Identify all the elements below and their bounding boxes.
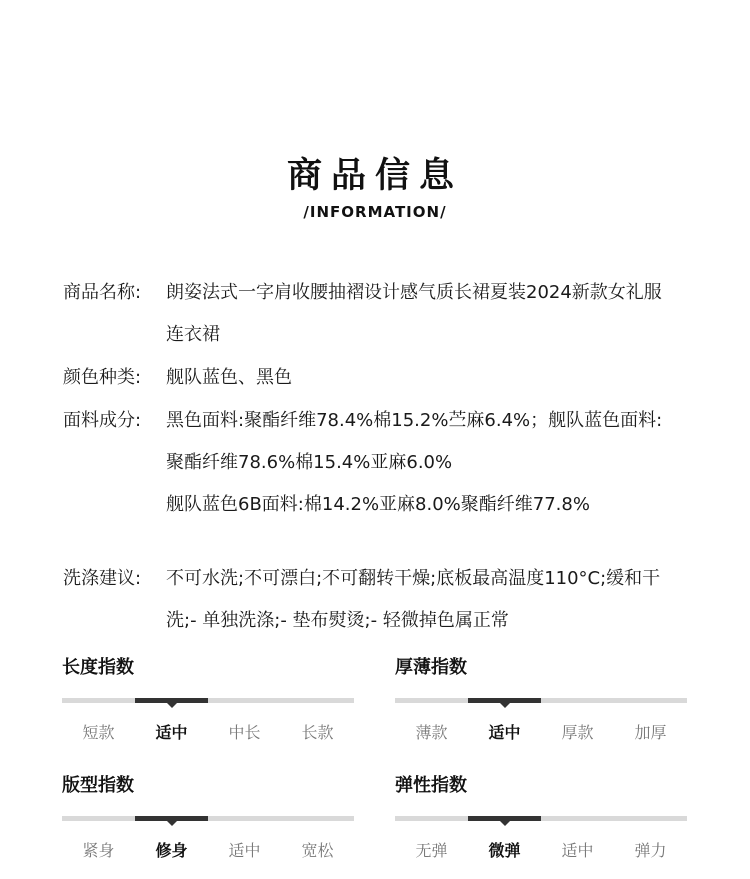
index-option: 薄款: [415, 723, 448, 742]
info-value: 不可水洗;不可漂白;不可翻转干燥;底板最高温度110°C;缓和干 洗;- 单独洗涤;- 垫布熨烫;- 轻微掉色属正常: [166, 568, 661, 631]
index-options: [62, 838, 354, 861]
index-option: 适中: [488, 723, 521, 742]
info-label: 颜色种类:: [63, 367, 142, 388]
index-options: [395, 838, 687, 861]
index-pointer-icon: [500, 703, 510, 708]
index-option: 弹力: [634, 841, 667, 860]
info-label: 商品名称:: [63, 282, 142, 303]
index-track: [395, 816, 687, 821]
index-title: 厚薄指数: [395, 657, 467, 678]
index-option: 长款: [301, 723, 334, 742]
index-option: 中长: [228, 723, 261, 742]
info-value: 舰队蓝色、黑色: [166, 367, 292, 388]
info-value: 黑色面料:聚酯纤维78.4%棉15.2%苎麻6.4%；舰队蓝色面料: 聚酯纤维78.6%棉15.4%亚麻6.0% 舰队蓝色6B面料:棉14.2%亚麻8.0%聚酯纤维77.8%: [166, 410, 663, 515]
index-title: 长度指数: [62, 657, 134, 678]
index-option: 短款: [82, 723, 115, 742]
index-pointer-icon: [500, 821, 510, 826]
info-value: 朗姿法式一字肩收腰抽褶设计感气质长裙夏装2024新款女礼服 连衣裙: [166, 282, 662, 345]
index-title: 版型指数: [62, 775, 134, 796]
index-title: 弹性指数: [395, 775, 467, 796]
index-pointer-icon: [167, 703, 177, 708]
index-track: [62, 816, 354, 821]
index-track: [62, 698, 354, 703]
index-option: 紧身: [82, 841, 115, 860]
index-track: [395, 698, 687, 703]
elasticity-index: [395, 774, 687, 860]
index-pointer-icon: [167, 821, 177, 826]
index-option: 无弹: [415, 841, 448, 860]
page-title: 商品信息: [286, 156, 463, 196]
index-option: 适中: [228, 841, 261, 860]
index-option: 厚款: [561, 723, 594, 742]
index-option: 加厚: [634, 723, 667, 742]
index-options: [395, 720, 687, 743]
index-option: 适中: [561, 841, 594, 860]
thickness-index: [395, 656, 687, 742]
index-option: 微弹: [488, 841, 521, 860]
index-option: 适中: [155, 723, 188, 742]
index-options: [62, 720, 354, 743]
index-option: 宽松: [301, 841, 334, 860]
page-subtitle: /INFORMATION/: [303, 203, 447, 221]
info-label: 面料成分:: [63, 410, 142, 431]
info-label: 洗涤建议:: [63, 568, 142, 589]
length-index: [62, 656, 354, 742]
index-option: 修身: [155, 841, 188, 860]
fit-index: [62, 774, 354, 860]
